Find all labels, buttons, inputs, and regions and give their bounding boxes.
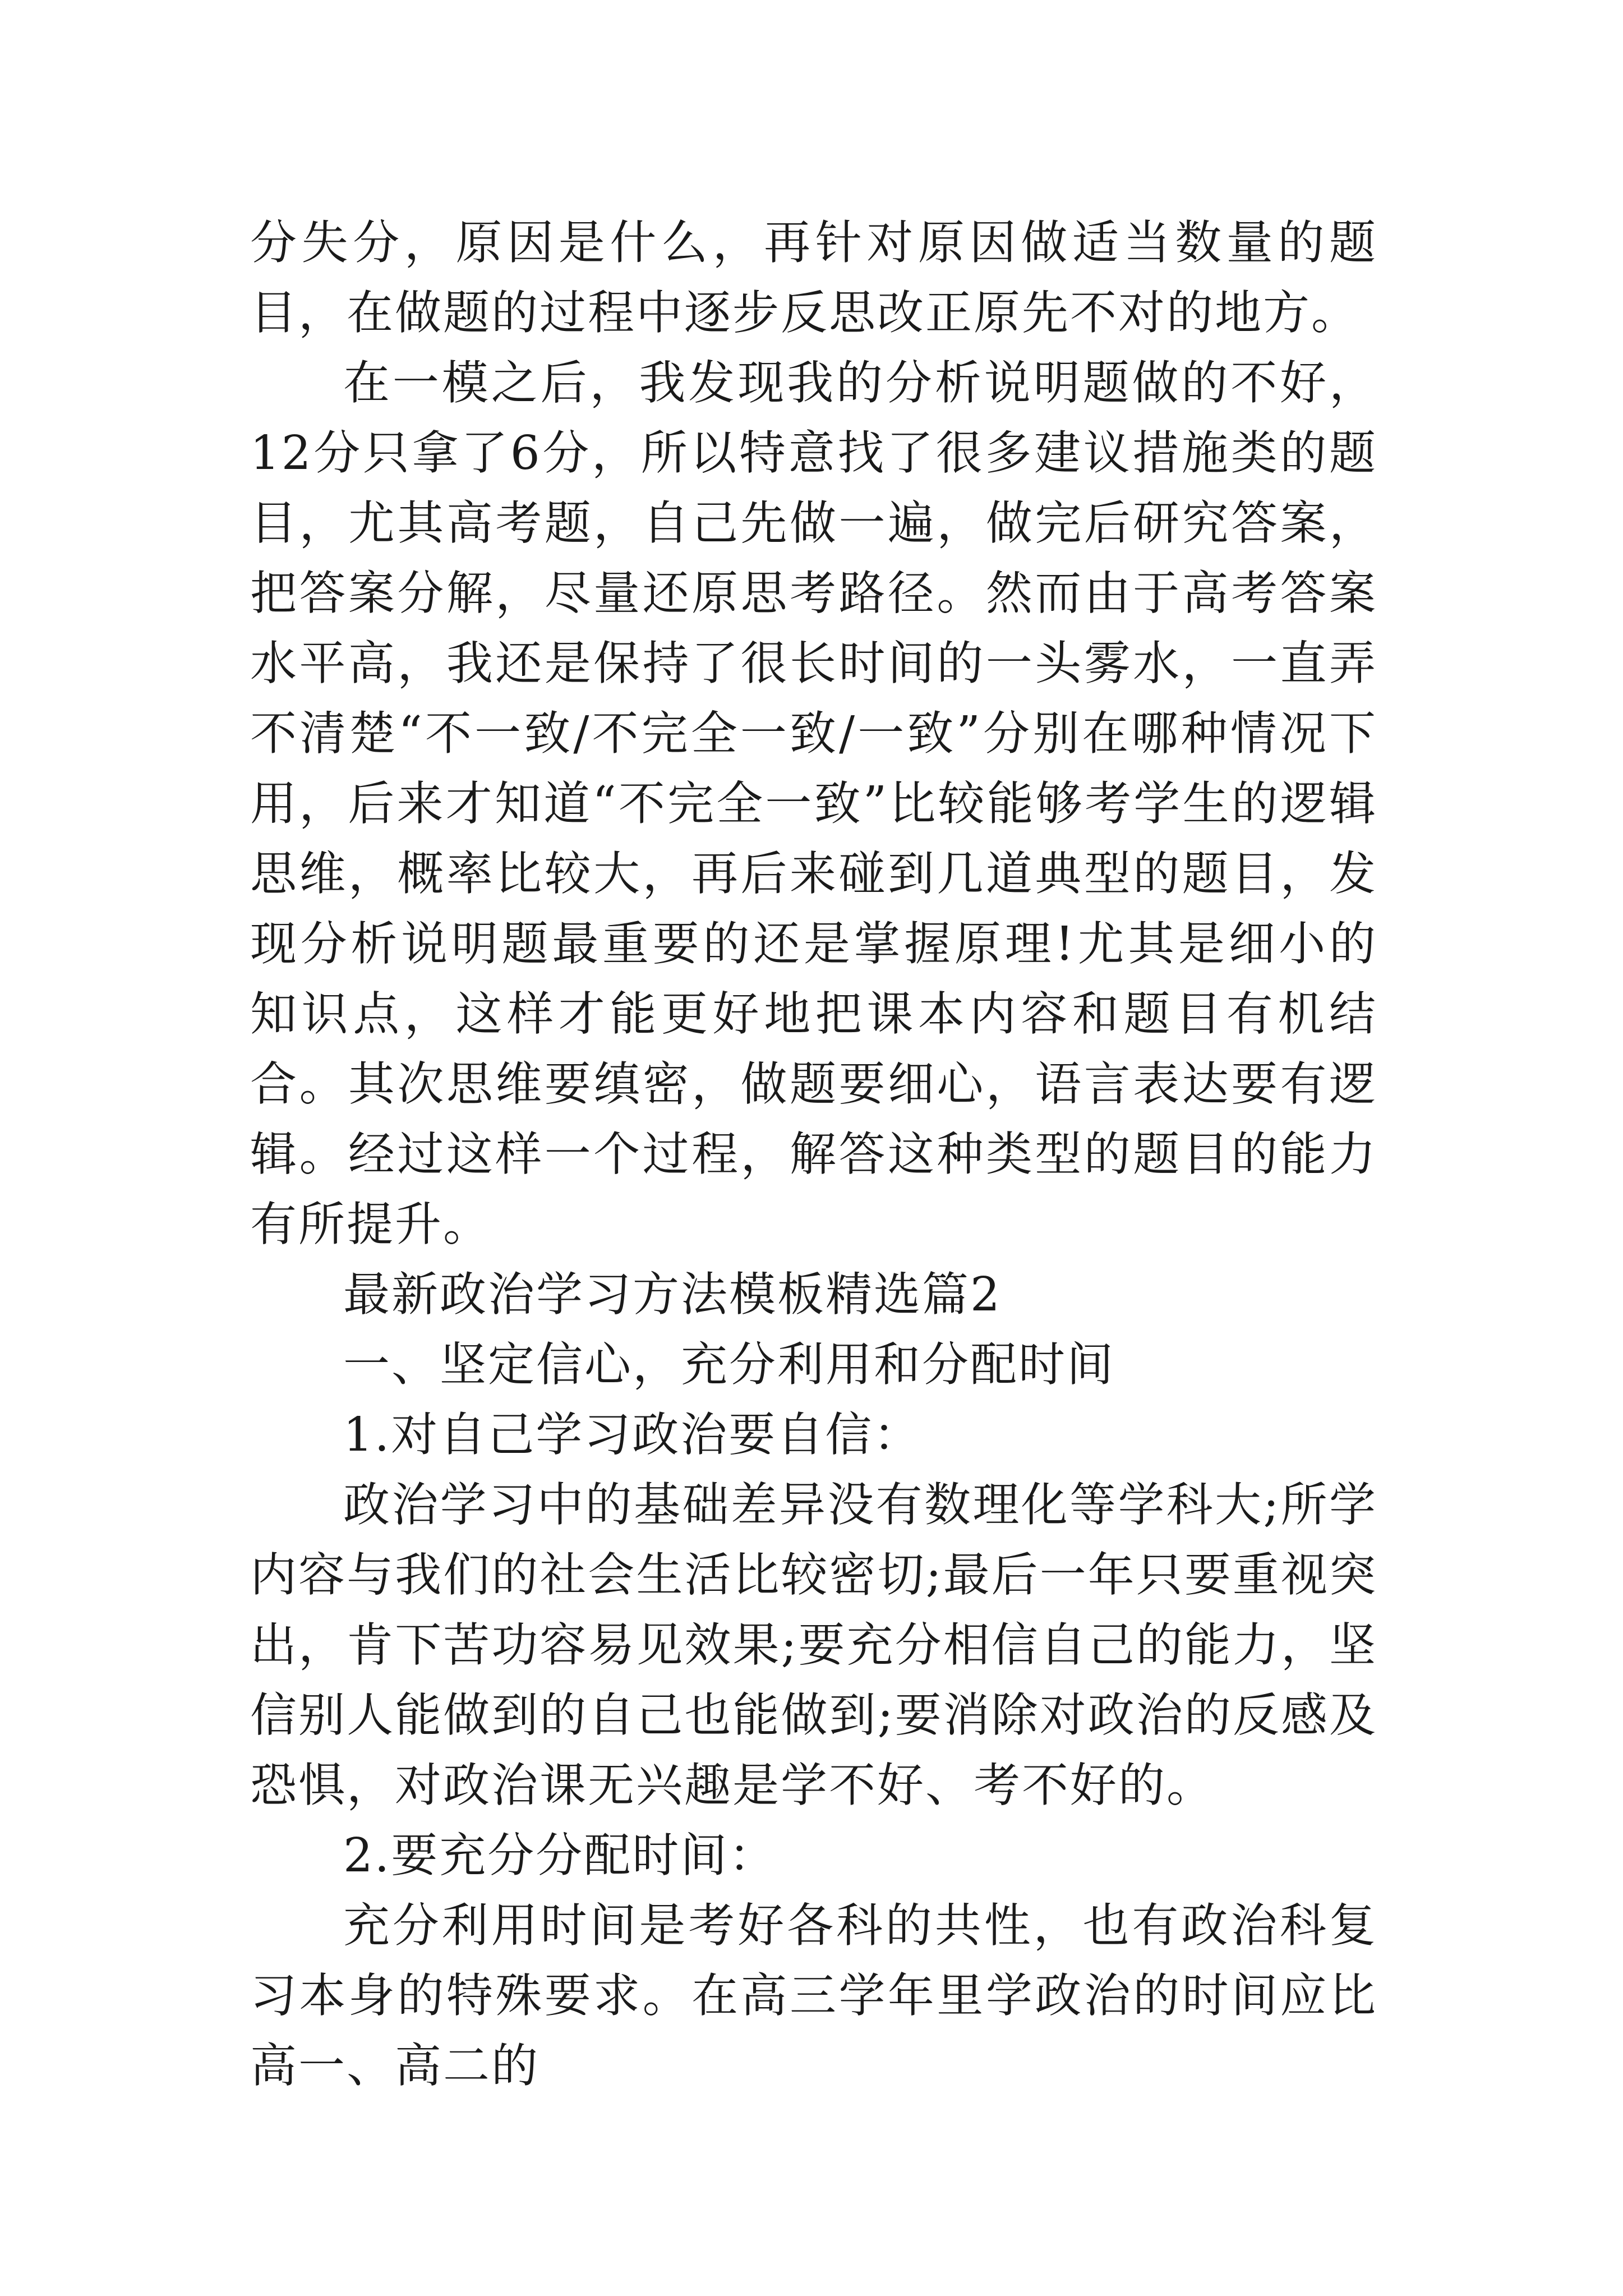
paragraph-analysis-reflection: 在一模之后，我发现我的分析说明题做的不好，12分只拿了6分，所以特意找了很多建议措施类的题目，尤其高考题，自己先做一遍，做完后研究答案，把答案分解，尽量还原思考路径。然而由于高考答案水平高，我还是保持了很长时间的一头雾水，一直弄不清楚“不一致/不完全一致/一致”分别在哪种情况下用，后来才知道“不完全一致”比较能够考学生的逻辑思维，概率比较大，再后来碰到几道典型的题目，发现分析说明题最重要的还是掌握原理!尤其是细小的知识点，这样才能更好地把课本内容和题目有机结合。其次思维要缜密，做题要细心，语言表达要有逻辑。经过这样一个过程，解答这种类型的题目的能力有所提升。 [250, 356, 1377, 1251]
subheading-allocate-time: 2.要充分分配时间： [343, 1828, 777, 1883]
paragraph-allocate-time: 充分利用时间是考好各科的共性，也有政治科复习本身的特殊要求。在高三学年里学政治的时间应比高一、高二的 [250, 1898, 1377, 2093]
paragraph-continuation: 分失分，原因是什么，再针对原因做适当数量的题目，在做题的过程中逐步反思改正原先不对的地方。 [250, 215, 1377, 340]
section-title: 最新政治学习方法模板精选篇2 [343, 1267, 1002, 1322]
subheading-self-confidence: 1.对自己学习政治要自信： [343, 1407, 922, 1462]
heading-confidence-time: 一、坚定信心，充分利用和分配时间 [343, 1337, 1115, 1392]
document-body [250, 208, 1377, 2101]
paragraph-self-confidence: 政治学习中的基础差异没有数理化等学科大;所学内容与我们的社会生活比较密切;最后一年只要重视突出，肯下苦功容易见效果;要充分相信自己的能力，坚信别人能做到的自己也能做到;要消除对政治的反感及恐惧，对政治课无兴趣是学不好、考不好的。 [250, 1478, 1377, 1812]
